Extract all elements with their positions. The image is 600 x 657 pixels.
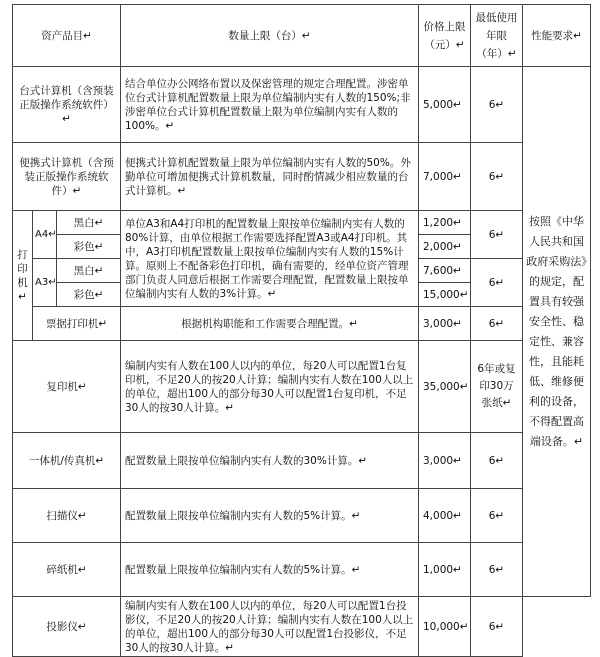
projector-years: 6↵: [471, 597, 523, 657]
printer-a4: A4↵: [33, 211, 57, 259]
scanner-name: 扫描仪↵: [13, 489, 121, 543]
table-row: [13, 143, 591, 211]
printer-group: 打印机↵: [13, 211, 33, 341]
printer-a3-color: 彩色↵: [57, 283, 121, 307]
table-row: [13, 543, 591, 597]
ticket-printer-years: 6↵: [471, 307, 523, 341]
printer-a4-color-price: 2,000↵: [419, 235, 471, 259]
fax-years: 6↵: [471, 433, 523, 489]
printer-a3-years: 6↵: [471, 259, 523, 307]
header-row: [13, 5, 591, 67]
desktop-name: 台式计算机（含预装正版操作系统软件）↵: [13, 67, 121, 143]
laptop-years: 6↵: [471, 143, 523, 211]
desktop-quantity: 结合单位办公网络布置以及保密管理的规定合理配置。涉密单位台式计算机配置数量上限为单位编制内实有人数的150%;非涉密单位台式计算机配置数量上限为单位编制内实有人数的100%。↵: [121, 67, 419, 143]
table-row: [13, 489, 591, 543]
printer-a3: A3↵: [33, 259, 57, 307]
copier-quantity: 编制内实有人数在100人以内的单位，每20人可以配置1台复印机，不足20人的按20人计算；编制内实有人数在100人以上的单位，超出100人的部分每30人可以配置1台复印机，不足30人的按30人计算。↵: [121, 341, 419, 433]
printer-a4-color: 彩色↵: [57, 235, 121, 259]
table-row: [13, 341, 591, 433]
fax-name: 一体机/传真机↵: [13, 433, 121, 489]
ticket-printer-quantity: 根据机构职能和工作需要合理配置。↵: [121, 307, 419, 341]
printer-a3-bw: 黑白↵: [57, 259, 121, 283]
shredder-quantity: 配置数量上限按单位编制内实有人数的5%计算。↵: [121, 543, 419, 597]
ticket-printer-price: 3,000↵: [419, 307, 471, 341]
ticket-printer-name: 票据打印机↵: [33, 307, 121, 341]
header-price: 价格上限（元）↵: [419, 5, 471, 67]
copier-price: 35,000↵: [419, 341, 471, 433]
header-quantity: 数量上限（台）↵: [121, 5, 419, 67]
shredder-price: 1,000↵: [419, 543, 471, 597]
table-row: [13, 307, 591, 341]
laptop-quantity: 便携式计算机配置数量上限为单位编制内实有人数的50%。外勤单位可增加便携式计算机数量，同时酌情减少相应数量的台式计算机。↵: [121, 143, 419, 211]
asset-config-table: [12, 4, 591, 657]
table-row: [13, 433, 591, 489]
projector-price: 10,000↵: [419, 597, 471, 657]
printer-quantity: 单位A3和A4打印机的配置数量上限按单位编制内实有人数的80%计算，由单位根据工作需要选择配置A3或A4打印机。其中，A3打印机配置数量上限按单位编制内实有人数的15%计算。原则上不配备彩色打印机，确有需要的，经单位资产管理部门负责人同意后根据工作需要合理配置，配置数量上限按单位编制内实有人数的3%计算。↵: [121, 211, 419, 307]
projector-name: 投影仪↵: [13, 597, 121, 657]
desktop-price: 5,000↵: [419, 67, 471, 143]
printer-a3-color-price: 15,000↵: [419, 283, 471, 307]
fax-quantity: 配置数量上限按单位编制内实有人数的30%计算。↵: [121, 433, 419, 489]
copier-years: 6年或复印30万张纸↵: [471, 341, 523, 433]
printer-a4-bw: 黑白↵: [57, 211, 121, 235]
laptop-price: 7,000↵: [419, 143, 471, 211]
printer-a3-bw-price: 7,600↵: [419, 259, 471, 283]
projector-quantity: 编制内实有人数在100人以内的单位，每20人可以配置1台投影仪，不足20人的按20人计算；编制内实有人数在100人以上的单位，超出100人的部分每30人可以配置1台投影仪，不足30人的按30人计算。↵: [121, 597, 419, 657]
shredder-name: 碎纸机↵: [13, 543, 121, 597]
printer-a4-bw-price: 1,200↵: [419, 211, 471, 235]
desktop-years: 6↵: [471, 67, 523, 143]
scanner-years: 6↵: [471, 489, 523, 543]
table-row: [13, 597, 591, 657]
performance-requirement: 按照《中华人民共和国政府采购法》的规定，配置具有较强安全性、稳定性、兼容性，且能耗低、维修便利的设备，不得配置高端设备。↵: [523, 67, 591, 597]
table-row: [13, 67, 591, 143]
table-row: [13, 211, 591, 235]
scanner-price: 4,000↵: [419, 489, 471, 543]
printer-a4-years: 6↵: [471, 211, 523, 259]
header-performance: 性能要求↵: [523, 5, 591, 67]
header-years: 最低使用年限（年）↵: [471, 5, 523, 67]
laptop-name: 便携式计算机（含预装正版操作系统软件）↵: [13, 143, 121, 211]
fax-price: 3,000↵: [419, 433, 471, 489]
scanner-quantity: 配置数量上限按单位编制内实有人数的5%计算。↵: [121, 489, 419, 543]
header-category: 资产品目↵: [13, 5, 121, 67]
copier-name: 复印机↵: [13, 341, 121, 433]
shredder-years: 6↵: [471, 543, 523, 597]
